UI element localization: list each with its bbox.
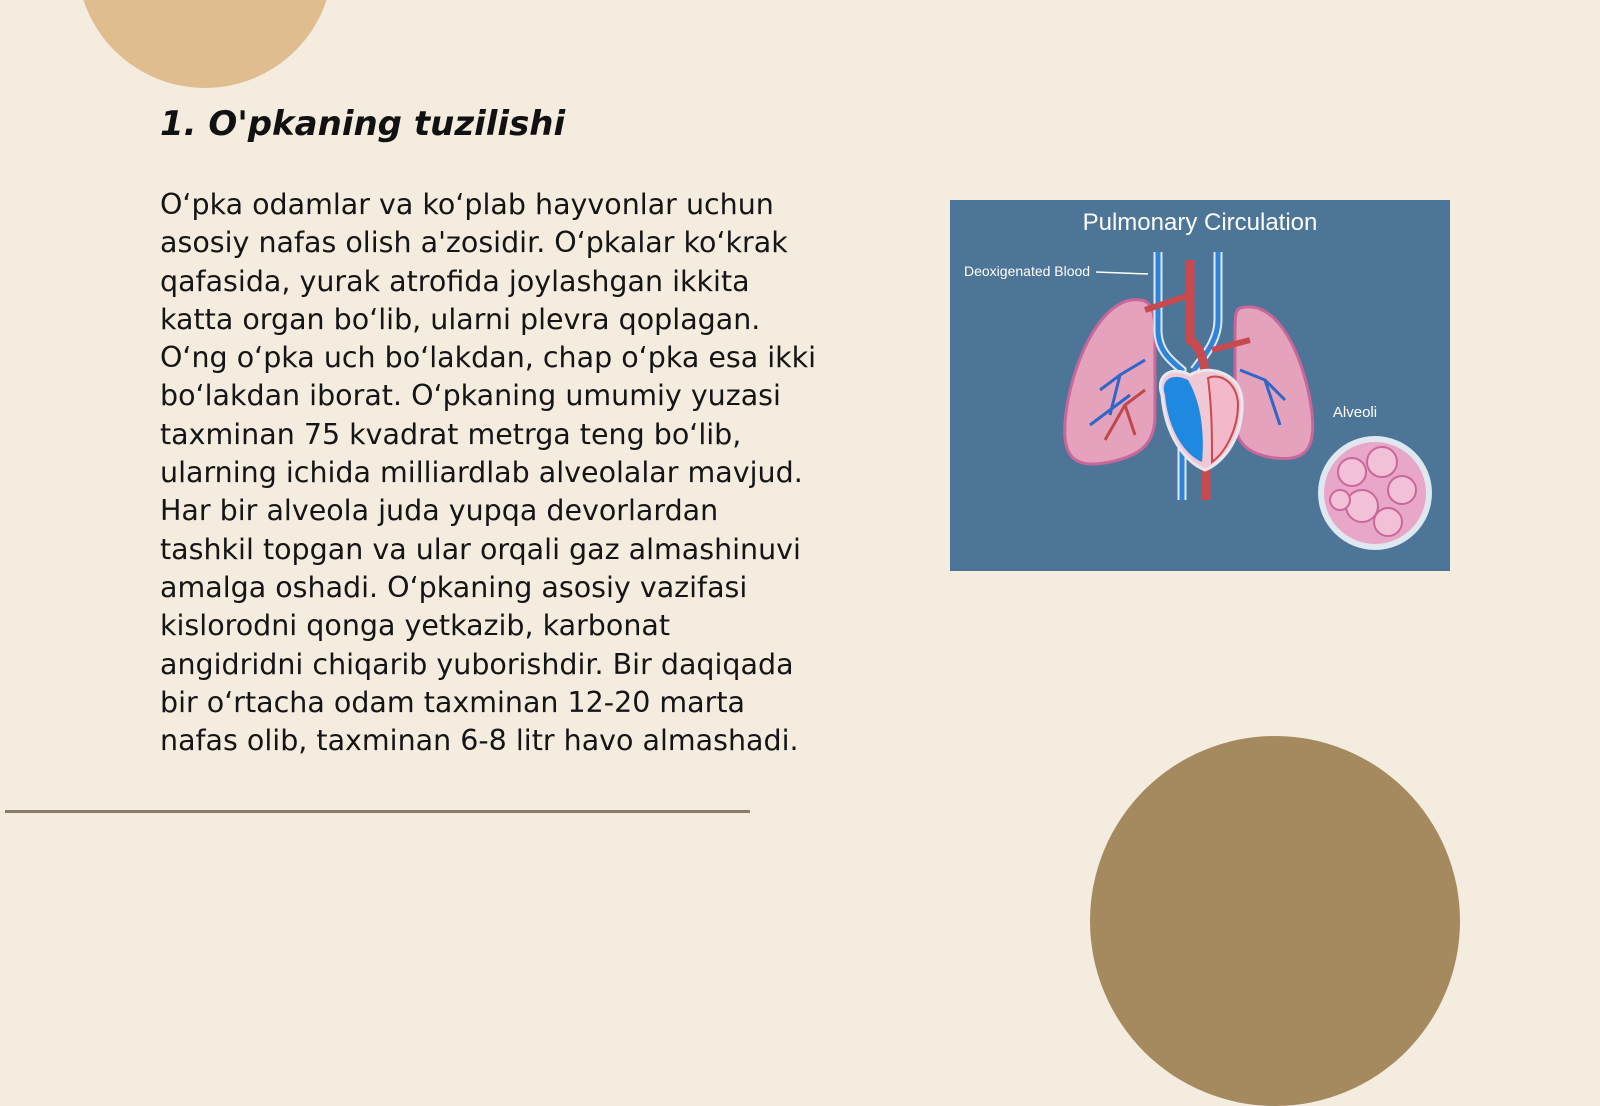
body-line: tashkil topgan va ular orqali gaz almashinuvi [160,532,801,566]
body-line: amalga oshadi. O‘pkaning asosiy vazifasi [160,570,748,604]
body-line: bo‘lakdan iborat. O‘pkaning umumiy yuzasi [160,379,781,413]
body-line: Har bir alveola juda yupqa devorlardan [160,494,719,528]
body-line: ularning ichida milliardlab alveolalar mavjud. [160,456,803,490]
body-line: bir o‘rtacha odam taxminan 12-20 marta [160,685,746,719]
figure-title: Pulmonary Circulation [1082,209,1318,236]
body-line: O‘pka odamlar va ko‘plab hayvonlar uchun [160,188,774,221]
decorative-circle-bottom [1090,736,1460,1106]
decorative-circle-top [77,0,333,88]
divider-line [5,810,750,813]
body-line: angidridni chiqarib yuborishdir. Bir daqiqada [160,647,794,681]
body-text [160,186,850,760]
body-line: kislorodni qonga yetkazib, karbonat [160,609,671,643]
body-line: katta organ bo‘lib, ularni plevra qoplagan. [160,302,761,336]
body-line: taxminan 75 kvadrat metrga teng bo‘lib, [160,417,742,451]
pulmonary-circulation-image [950,200,1450,571]
lungs-illustration [950,200,1450,571]
body-line: nafas olib, taxminan 6-8 litr havo almashadi. [160,724,799,758]
slide-title: 1. O'pkaning tuzilishi [160,104,566,144]
alveoli-circle [1318,436,1432,550]
body-line: qafasida, yurak atrofida joylashgan ikkita [160,264,750,298]
body-line: O‘ng o‘pka uch bo‘lakdan, chap o‘pka esa ikki [160,341,817,375]
deoxygenated-blood-label: Deoxigenated Blood [964,263,1091,279]
alveoli-label: Alveoli [1332,404,1378,421]
body-line: asosiy nafas olish a'zosidir. O‘pkalar ko‘krak [160,226,788,260]
